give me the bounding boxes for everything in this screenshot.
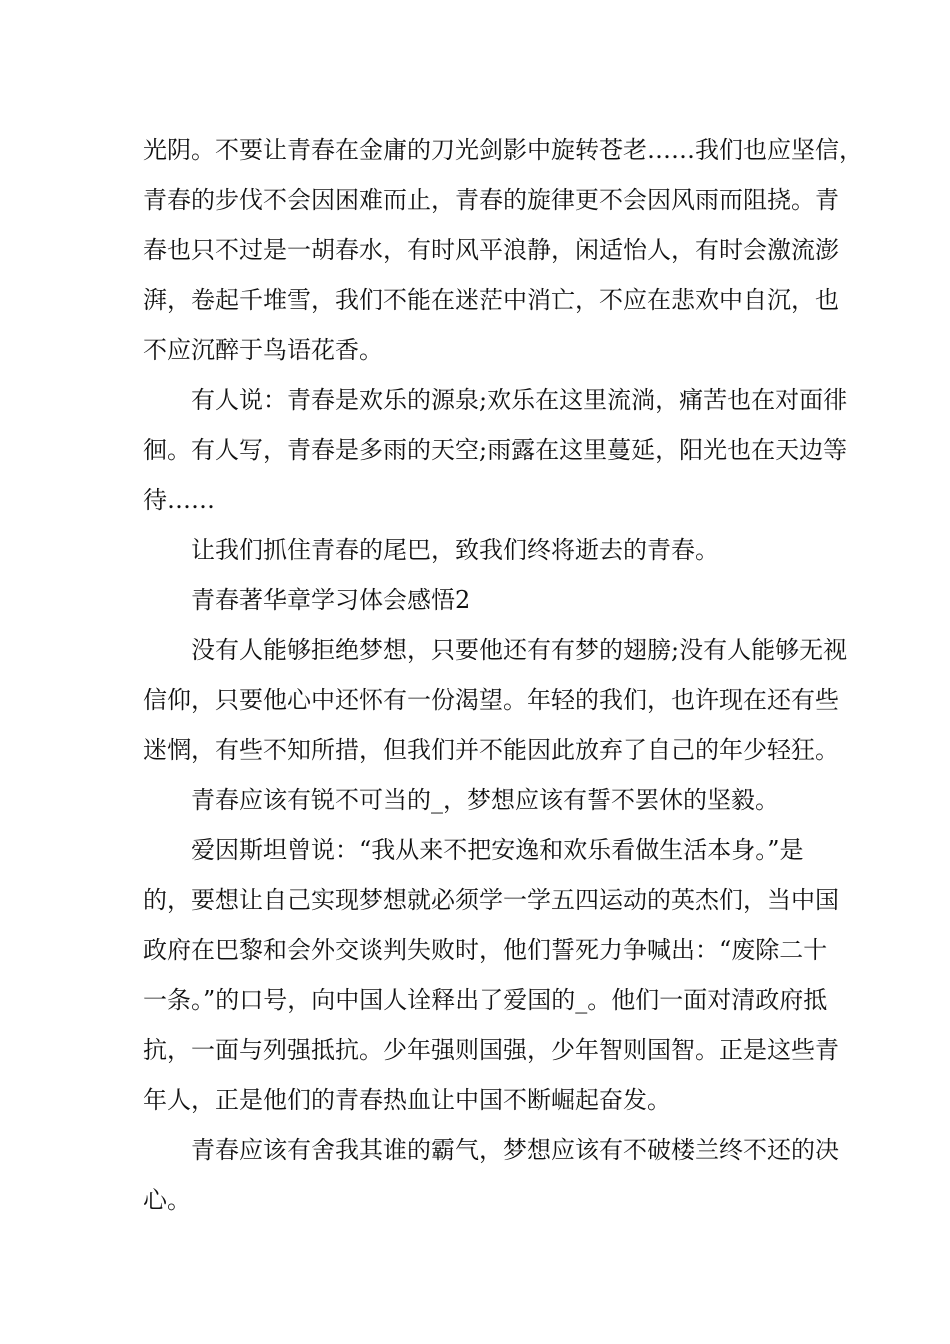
text-line: 青春应该有锐不可当的_，梦想应该有誓不罢休的坚毅。 [191,786,779,814]
text-line: 不应沉醉于鸟语花香。 [143,336,383,364]
text-line: 待…… [143,486,215,514]
text-line: 一条。”的口号，向中国人诠释出了爱国的_。他们一面对清政府抵 [143,986,828,1014]
text-line: 徊。有人写，青春是多雨的天空;雨露在这里蔓延，阳光也在天边等 [143,436,848,464]
text-line: 政府在巴黎和会外交谈判失败时，他们誓死力争喊出：“废除二十 [143,936,828,964]
text-line: 年人，正是他们的青春热血让中国不断崛起奋发。 [143,1086,671,1114]
section-heading: 青春著华章学习体会感悟2 [191,586,471,614]
text-line: 没有人能够拒绝梦想，只要他还有有梦的翅膀;没有人能够无视 [191,636,848,664]
text-line: 心。 [143,1186,191,1214]
text-line: 爱因斯坦曾说：“我从来不把安逸和欢乐看做生活本身。”是 [191,836,804,864]
text-line: 春也只不过是一胡春水，有时风平浪静，闲适怡人，有时会激流澎 [143,236,839,264]
text-line: 青春的步伐不会因困难而止，青春的旋律更不会因风雨而阻挠。青 [143,186,839,214]
text-line: 光阴。不要让青春在金庸的刀光剑影中旋转苍老……我们也应坚信， [143,136,863,164]
text-line: 的，要想让自己实现梦想就必须学一学五四运动的英杰们，当中国 [143,886,839,914]
text-line: 信仰，只要他心中还怀有一份渴望。年轻的我们，也许现在还有些 [143,686,839,714]
text-line: 迷惘，有些不知所措，但我们并不能因此放弃了自己的年少轻狂。 [143,736,839,764]
text-line: 湃，卷起千堆雪，我们不能在迷茫中消亡，不应在悲欢中自沉，也 [143,286,839,314]
text-line: 让我们抓住青春的尾巴，致我们终将逝去的青春。 [191,536,719,564]
text-line: 青春应该有舍我其谁的霸气，梦想应该有不破楼兰终不还的决 [191,1136,839,1164]
text-line: 有人说：青春是欢乐的源泉;欢乐在这里流淌，痛苦也在对面徘 [191,386,848,414]
text-line: 抗，一面与列强抵抗。少年强则国强，少年智则国智。正是这些青 [143,1036,839,1064]
